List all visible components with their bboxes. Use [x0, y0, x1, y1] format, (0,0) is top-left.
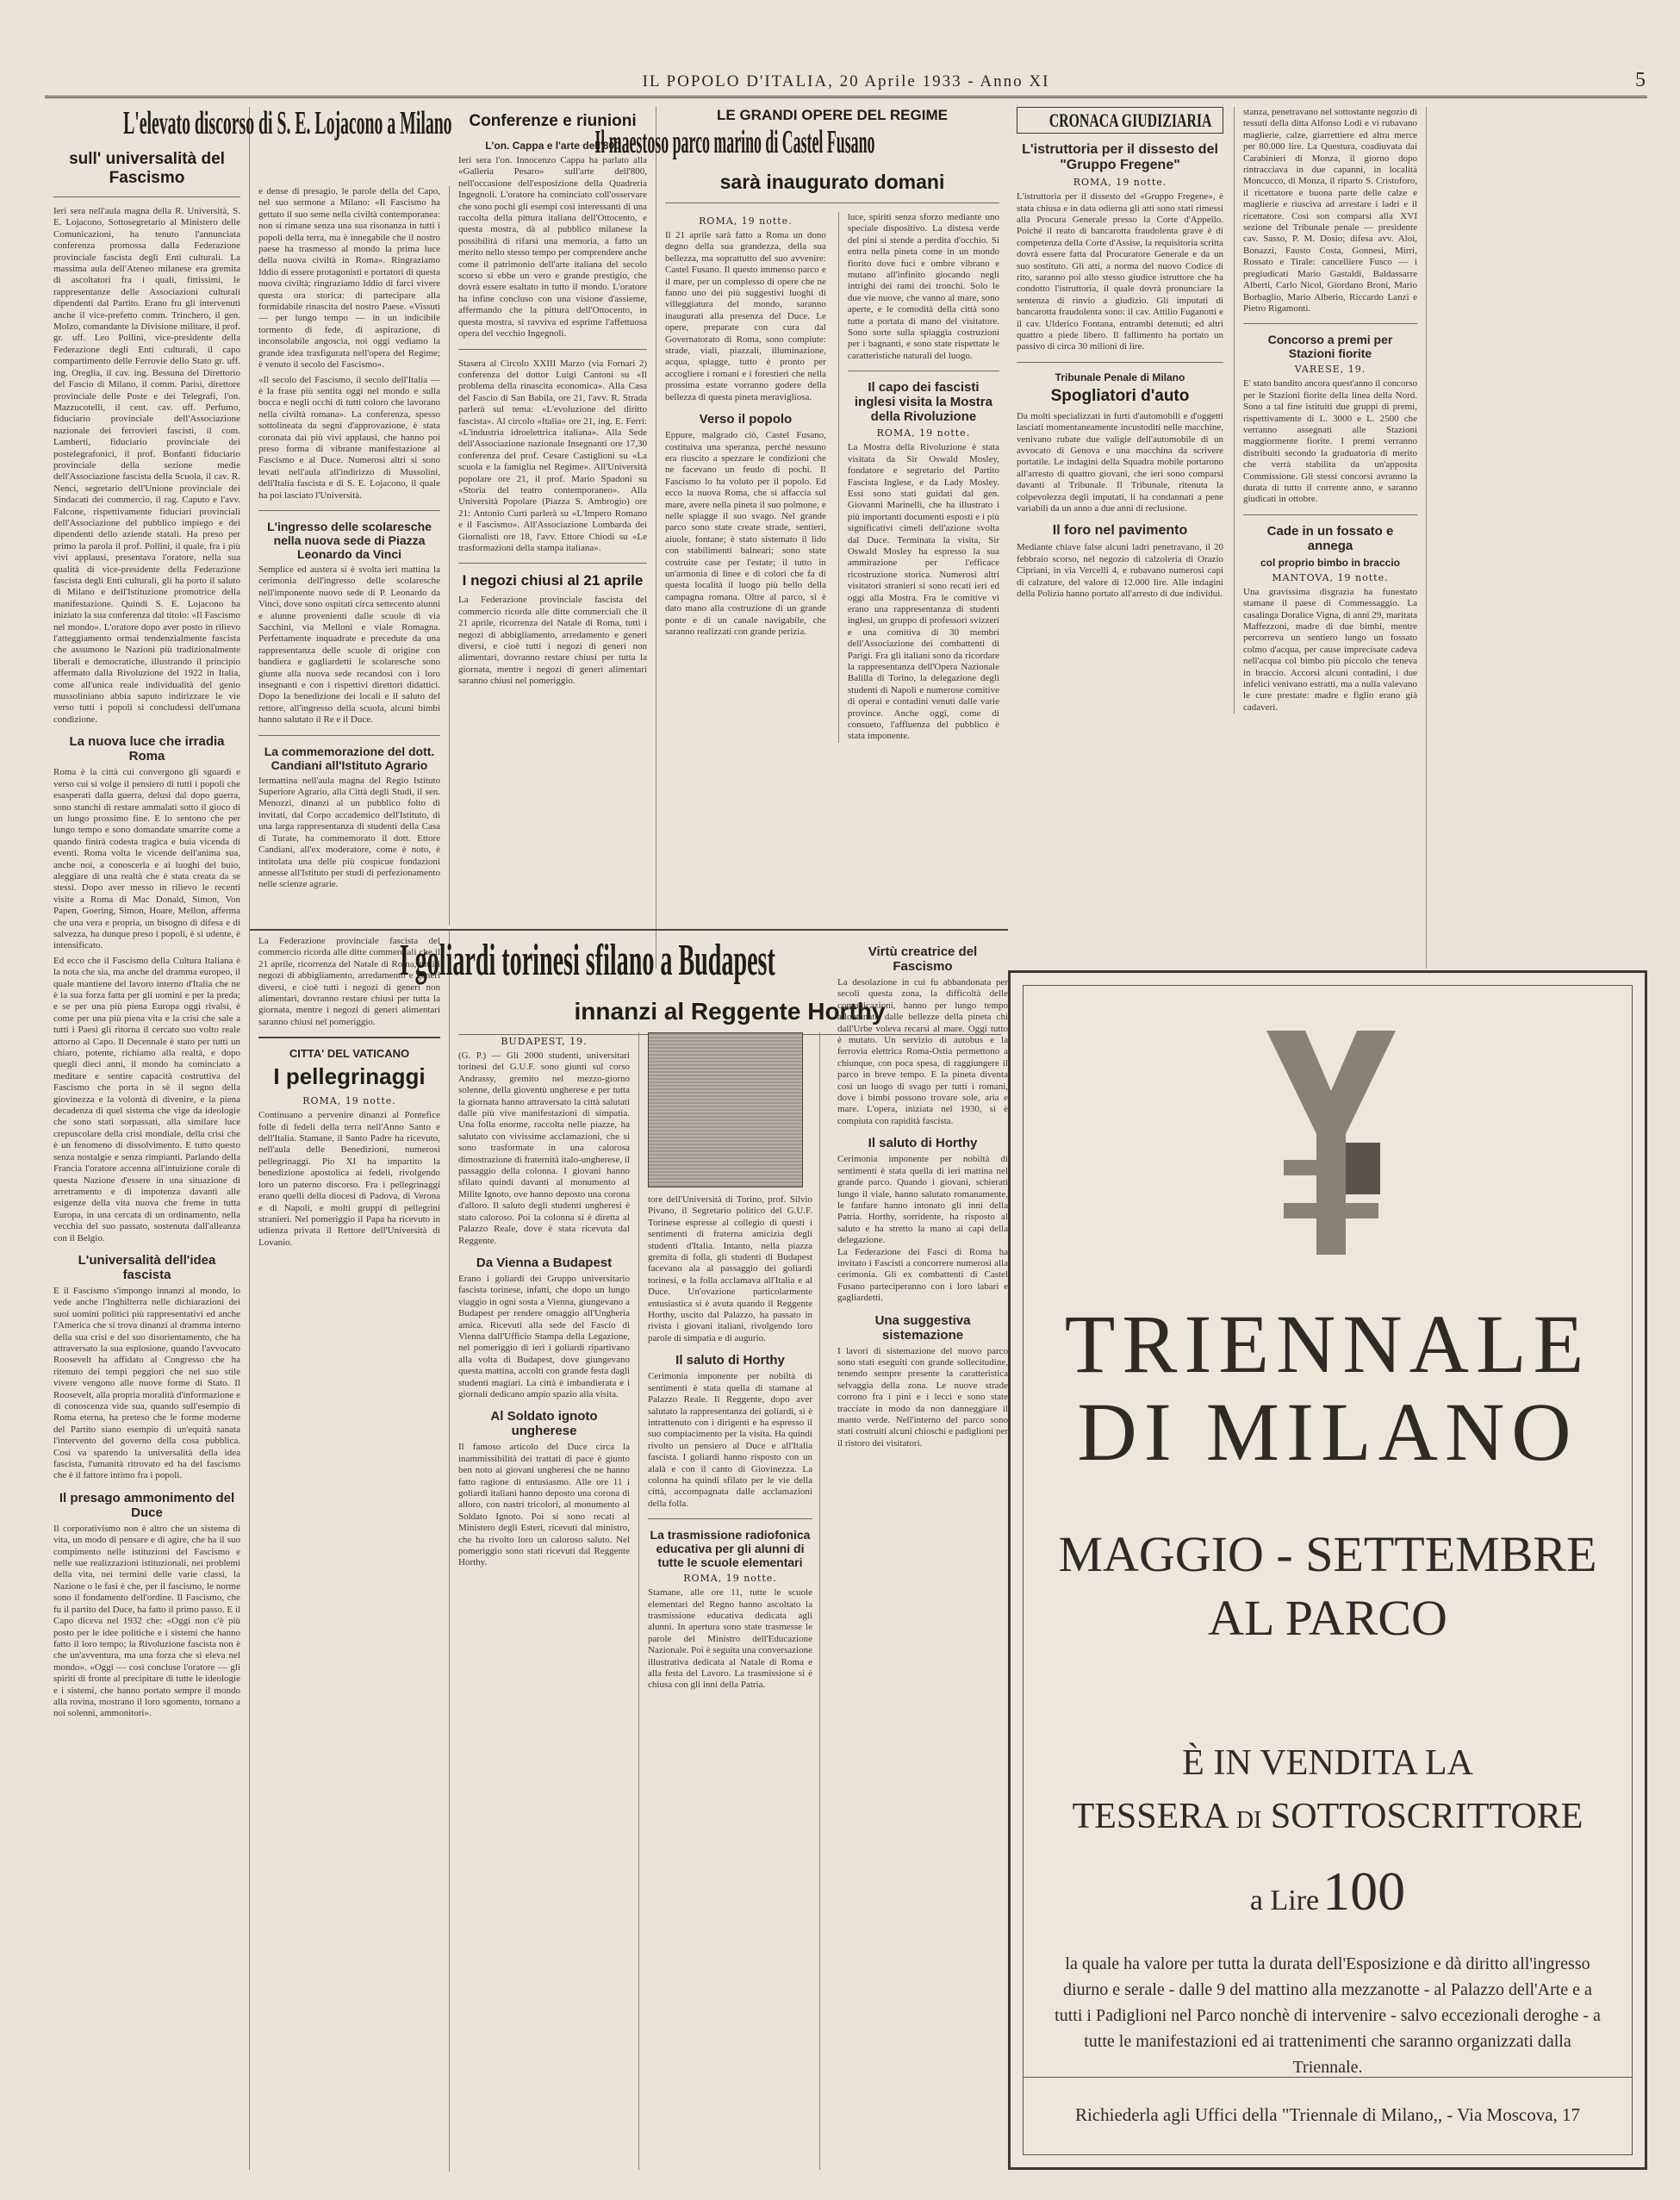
- column-6: [1008, 107, 1427, 969]
- ad-sale-line-1: È IN VENDITA LA: [1182, 1743, 1473, 1783]
- article-body: I lavori di sistemazione del nuovo parco sono stati eseguiti con grande sollecitudine, tenendo sempre presente la caratteristica selvaggia della zona. Le nuove strade corrono fra i pini e i lecci e sono state tracciate in modo da non danneggiare il manto verde. Nell'interno del parco sono stati costruiti alcuni chioschi e padiglioni per il ristoro dei visitatori.: [837, 1345, 1008, 1449]
- article-body: La Federazione provinciale fascista del commercio ricorda alle ditte commerciali che il 21 aprile, ricorrenza del Natale di Roma, tutti i negozi di abbigliamento, arredamento e generi diversi, e cioè tutti i negozi di generi non alimentari, dovranno restare chiusi per tutta la giornata, mentre i negozi di generi alimentari saranno chiusi nel pomeriggio.: [458, 595, 647, 687]
- article-body: (G. P.) — Gli 2000 studenti, universitari torinesi del G.U.F. sono giunti sul corso Andrassy, gremito nel mezzo-giorno solenne, della gioventù ungherese e per tutta la giornata hanno attraversato la città salutati dalle più vive manifestazioni di simpatia. Una folla enorme, raccolta nelle piazze, ha salutato con vivissime acclamazioni, che si sono trasformate in una calorosa dimostrazione di fraternità italo-ungherese, il passaggio della colonna. I giovani hanno sfilato quindi davanti al monumento al Milite Ignoto, ove hanno deposto una corona d'alloro. Il saluto degli studenti ungheresi è stato caloroso. Poi la colonna si è diretta al Palazzo Reale, dove è stata ricevuta dal Reggente.: [458, 1050, 630, 1246]
- article-body: Da molti specializzati in furti d'automobili e d'oggetti lasciati momentaneamente incustoditi nelle macchine, venivano rubate due valigie dell'automobile di un avvocato di Genova e una macchina da scrivere portatile. Le indagini della Squadra mobile portarono all'arresto di quattro giovani, che ieri sono comparsi davanti al Tribunale. Il Tribunale, ritenuta la colpevolezza degli imputati, li ha condannati a pene variabili da un anno a due anni di reclusione.: [1017, 410, 1223, 514]
- dateline: ROMA, 19 notte.: [683, 1573, 777, 1585]
- section-heading: Il foro nel pavimento: [1052, 523, 1188, 539]
- section-heading: L'ingresso delle scolaresche nella nuova sede di Piazza Leonardo da Vinci: [267, 519, 432, 561]
- article-body: E' stato bandito ancora quest'anno il concorso per le Stazioni fiorite della linea della Nord. Sono a tal fine istituiti due gruppi di premi, rispettivamente di L. 3000 e L. 2500 che verranno assegnati alle Stazioni maggiormente fiorite. I premi verranno distribuiti secondo la graduatoria di merito che verrà stabilita da un'apposita Commissione. Gli stessi concorsi avranno la durata di tutto il corrente anno, e saranno giudicati in ottobre.: [1243, 378, 1417, 505]
- dateline: VARESE, 19.: [1294, 364, 1366, 376]
- newspaper-page: [45, 67, 1647, 2170]
- section-heading: La commemorazione del dott. Candiani all'Istituto Agrario: [264, 744, 435, 772]
- section-heading: Il capo dei fascisti inglesi visita la Mostra della Rivoluzione: [854, 380, 992, 425]
- article-body: tore dell'Università di Torino, prof. Silvio Pivano, il Segretario politico del G.U.F. Torinese espresse al collegio di questi i sentimenti di fraterna amicizia degli studenti d'Italia. Intanto, nella piazza gremita di folla, gli studenti di Budapest facevano ala al passaggio dei goliardi torinesi, e la folla acclamava all'Italia e al Duce. Un'ovazione particolarmente entusiastica si è avuta quando il Reggente Horthy, uscito dal Palazzo, ha passato in rivista i giovani italiani, rivolgendo loro parole di simpatia e di augurio.: [648, 1194, 812, 1343]
- ad-sale-line-2: [1024, 1796, 1632, 1837]
- dateline: BUDAPEST, 19.: [501, 1036, 588, 1047]
- article-body: Stasera al Circolo XXIII Marzo (via Fornari 2) conferenza del dottor Luigi Cantoni su «Il problema della rinascita economica». Alla Casa del Fascio di San Babila, ore 21, l'avv. R. Strada parlerà sul tema: «L'evoluzione del diritto fascista». Al circolo «Italia» ore 21, ing. E. Ferri: «L'industria idroelettrica italiana». Alla Sede dell'Associazione nazionale Insegnanti ore 17,30 conferenza del prof. Cesare Castiglioni su «La scuola e la famiglia nel Regime». All'Università popolare ore 21, il prof. Mario Spadoni su «Storia del teatro contemporaneo». Alla Università Popolare (Piazza S. Ambrogio) ore 21: Antonio Curti parlerà su «L'Impero Romano e il Fascismo». All'Associazione Lombarda dei Giornalisti ore 18, l'avv. Ettore Chiodi su «Le trasformazioni della stampa italiana».: [458, 358, 647, 553]
- section-heading: col proprio bimbo in braccio: [1260, 556, 1400, 569]
- article-body: E il Fascismo s'impongo innanzi al mondo, lo vede anche l'Inghilterra nelle dichiarazioni dei suoi uomini politici più rappresentativi ed anche l'America che si trova dinanzi al dramma interno della sua crisi e del suo disorientamento, che ha attraversato la sua esplosione, quando l'avvocato Roosevelt ha affidato al Congresso che ha ritenuto dei tempi peggiori che nel suo stile vivere vengono alle nuove forme di Stato. Il Roosevelt, alla propria moralità d'informazione e di conoscenza vide sua, quando sull'esempio di Roma eterna, ha preteso che le forme moderne del Partito siano esempio di un'equità sanata l'intervento del governo della cosa pubblica. Così va sparendo la universalità della idea fascista, l'umanità ritrovato ed ha del fascismo che è il fattore intimo fra i popoli.: [53, 1285, 240, 1481]
- article-body: e dense di presagio, le parole della del Capo, nel suo sermone a Milano: «Il Fascismo ha gettato il suo seme nella civiltà contemporanea: non si rimane senza una sua risonanza in tutti i popoli della terra, ma è innegabile che il nostro paese ha trasmesso al mondo la prima luce della nuova civiltà in Roma». Ringraziamo Iddio di essere protagonisti e portatori di questa nuova civiltà; ringraziamo Iddio di farci vivere questa ora storica: di partecipare alla formidabile rinascita del nostro Paese. «Vissuti — per lungo tempo — in un indicibile tormento di fede, di aspirazione, di inconsolabile angoscia, noi oggi vediamo la grande idea trasfigurata nell'opera del Regime; è venuto il secolo del Fascismo».: [258, 186, 440, 371]
- article-body: Mediante chiave false alcuni ladri penetravano, il 20 febbraio scorso, nel negozio di calzoleria di Orazio Cipriani, in via Vercelli 4, e rubavano numerosi capi di calzature, del valore di 12.000 lire. Alle indagini della Polizia hanno portato all'arresto di due individui.: [1017, 542, 1223, 600]
- article-body: La Mostra della Rivoluzione è stata visitata da Sir Oswald Mosley, fondatore e segretario del Partito Fascista Inglese, e da Lady Mosley. Essi sono stati guidati dal gen. Giovanni Marinelli, che ha illustrato i più importanti documenti esposti e i più significativi cimeli dell'azione svolta dal Duce. Terminata la visita, Sir Oswald Mosley ha espresso la sua ammirazione per l'efficace ricostruzione storica. Numerosi altri visitatori stranieri si sono recati ieri ed oggi alla Mostra. Fra le comitive vi erano una rappresentanza di studenti inglesi, un gruppo di professori svizzeri e una comitiva di 30 membri dell'Associazione dei combattenti di Parigi. Fra gli italiani sono da ricordare la rappresentanza dell'Opera Nazionale Balilla di Torino, la delegazione degli studenti di Napoli e numerose comitive di operai e contadini venuti dalle varie province. Anche oggi, come di consueto, l'affluenza del pubblico è stata imponente.: [847, 442, 999, 742]
- article-body: Una gravissima disgrazia ha funestato stamane il paese di Commessaggio. La casalinga Doralice Vigna, di anni 29, maritata Maffezzoni, madre di due bimbi, mentre percorreva un sentiero lungo un fossato colmo d'acqua, per cause imprecisate cadeva nell'acqua col bimbo più piccolo che teneva in braccio. Accorsi alcuni contadini, i due infelici venivano estratti, ma a nulla valevano le cure prestate: madre e figlio erano già cadaveri.: [1243, 586, 1417, 713]
- triennale-logo-icon: [1266, 1031, 1396, 1255]
- section-heading: Concorso a premi per Stazioni fiorite: [1267, 333, 1393, 361]
- article-body: Ed ecco che il Fascismo della Cultura Italiana è la nota che sia, ma anche del dramma europeo, il quale mantiene del lavoro interno d'Italia che ne è la sua forza fatta per gli uomini e per la preda; e se per una più piena Europa oggi rivalsi, è come per una più piena vita e la crisi che sale a tutti i Paesi gli ritorna il cercato suo volto reale attorno al Capo. Il Decennale è stato per tutti un chiaro, potente, richiamo alla realtà, e dopo quegli dieci anni, il mondo ha cominciato a meditare e sentire capacità costruttiva del Fascismo che porta in sè il segno della giovinezza e la volontà di divenire, e la piena decadenza di quel sistema che vige da ideologie che sono stati sorpassati, alla similare luce crepuscolare della crisi mondiale, della crisi che è un fenomeno di dissolvimento. E tutto questo senza nostalgie e senza rimpianti. Parlando della Francia l'oratore accenna all'intuizione corale di questa Nazione d'essere in una situazione di arretramento e di impotenza davanti alle esigenze della vita nuova che freme in tutta Europa, in una cercata di un ordinamento, nella vecchia del suo passato, sostenuta dall'alleanza con il Belgio.: [53, 955, 240, 1243]
- article-body: Il 21 aprile sarà fatto a Roma un dono degno della sua grandezza, della sua bellezza, ma soprattutto del suo avvenire: Castel Fusano. Il questo immenso parco e il mare, per un complesso di opere che ne fanno uno dei più suggestivi luoghi di villeggiatura del mondo, saranno inaugurati alla presenza del Duce. Le opere, preparate con cura dal Governatorato di Roma, sono compiute: strade, viali, piazzali, illuminazione, acqua, spiagge, tutto è pronto per accogliere i romani e i forestieri che nella prossima estate vorranno godere della bellezza di questa pineta meravigliosa.: [665, 230, 826, 402]
- article-body: Cerimonia imponente per nobiltà di sentimenti è stata quella di stamane al Palazzo Reale. Il Reggente, dopo aver salutato la rappresentanza dei goliardi, si è intrattenuto con i dirigenti e ha espresso il suo compiacimento per la visita. Ha quindi rivolto un pensiero al Duce e all'Italia fascista. I goliardi hanno risposto con un alalà e con il canto di Giovinezza. La colonna ha quindi sfilato per le vie della città, accompagnata dalle acclamazioni della folla.: [648, 1371, 812, 1509]
- article-body: Stamane, alle ore 11, tutte le scuole elementari del Regno hanno ascoltato la trasmissione educativa dedicata agli alunni. In apertura sono state trasmesse le parole del Ministro dell'Educazione Nazionale. Poi è seguita una conversazione illustrativa dedicata al Natale di Roma e alla festa del Lavoro. La trasmissione si è chiusa con gli inni della Patria.: [648, 1587, 812, 1691]
- column-2: [250, 186, 450, 925]
- ad-price: [1024, 1860, 1632, 1923]
- article-body: La desolazione in cui fu abbandonata per secoli questa zona, la difficoltà delle comunicazioni, hanno per lungo tempo allontanato dalle bellezze della pineta chi dall'Urbe voleva recarsi al mare. Oggi tutto è mutato. Un servizio di autobus e la ferrovia elettrica Roma-Ostia permettono a chiunque, con poca spesa, di raggiungere il parco in breve tempo. E la pineta diventa così un luogo di svago per tutti i romani, dove i bimbi possono trovare sole, aria e mare. L'opera, iniziata nel 1930, si è compiuta con rapidità fascista.: [837, 977, 1008, 1126]
- section-heading: Il presago ammonimento del Duce: [59, 1490, 235, 1520]
- article-body: Eppure, malgrado ciò, Castel Fusano, costituiva una speranza, perché nessuno era riuscito a spezzare le condizioni che ne facevano un feudo di pochi. Il Fascismo lo ha voluto per il popolo. Ed ecco la nuova Roma, che si affaccia sul mare, avere nella pineta il suo polmone, e nelle spiagge il suo svago. Nel grande parco sono state create strade, sentieri, aiuole, fontane; è stato sistemato il lido con stabilimenti balneari; sono state costruite case per l'estate; il tutto in un'armonia di linee e di colori che fa di questa località il luogo più bello della campagna romana. Oltre al parco, si è dato mano alla costruzione di un grande ponte e di un canale navigabile, che saranno realizzati con grande perizia.: [665, 430, 826, 637]
- ad-price-value: 100: [1322, 1860, 1406, 1922]
- article-body: La Federazione dei Fasci di Roma ha invitato i Fascisti a concorrere numerosi alla cerimonia. Gli ex combattenti di Castel Fusano parteciperanno con i loro labari e gagliardetti.: [837, 1246, 1008, 1304]
- column-2-lower: [250, 931, 450, 2172]
- triennale-advertisement: [1008, 970, 1647, 2170]
- page-number: 5: [1635, 69, 1647, 91]
- article-body: Iermattina nell'aula magna del Regio Istituto Superiore Agrario, alla Città degli Studi, il sen. Menozzi, dinanzi al un pubblico folto di invitati, dal Corpo accademico dell'Istituto, di una larga rappresentanza di studenti della Casa di Turate, ha commemorato il dott. Ettore Candiani, all'ex moderatore, come è noto, è intitolata una delle più cospicue fondazioni annesse all'Istituto per studi di perfezionamento nelle scienze agrarie.: [258, 775, 440, 890]
- column-4: [594, 107, 1008, 969]
- dateline: ROMA, 19 notte.: [302, 1095, 396, 1107]
- cronaca-headline: CRONACA GIUDIZIARIA: [1048, 109, 1212, 131]
- ad-sale-word-2: DI: [1235, 1807, 1262, 1834]
- section-heading: Una suggestiva sistemazione: [874, 1312, 971, 1343]
- article-body: Continuano a pervenire dinanzi al Pontefice folle di fedeli della terra nell'Anno Santo e dell'Italia. Stamane, il Santo Padre ha ricevuto, nell'aula delle Benedizioni, numerosi pellegrinaggi. Pio XI ha impartito la benedizione apostolica ai fedeli, rivolgendo loro un paterno discorso. Fra i pellegrinaggi erano quelli della diocesi di Padova, di Verona e di Napoli, e molti gruppi di pellegrini stranieri. Nel pomeriggio il Papa ha ricevuto in udienza privata il Rettore dell'Università di Lovanio.: [258, 1110, 440, 1248]
- ad-sale-word-3: SOTTOSCRITTORE: [1270, 1797, 1584, 1836]
- section-heading: L'istruttoria per il dissesto del "Gruppo Fregene": [1022, 142, 1218, 173]
- castel-fusano-headline: Il maestoso parco marino di Castel Fusano: [594, 124, 875, 160]
- dateline: ROMA, 19 notte.: [699, 215, 793, 227]
- masthead-title: IL POPOLO D'ITALIA, 20 Aprile 1933 - Anno XI: [642, 72, 1050, 90]
- ad-price-prefix: a Lire: [1249, 1885, 1320, 1916]
- section-heading: Virtù creatrice del Fascismo: [868, 944, 978, 974]
- dateline: ROMA, 19 notte.: [876, 427, 971, 439]
- ad-dates-line-1: MAGGIO - SETTEMBRE: [1058, 1526, 1597, 1582]
- ad-title-line-2: DI MILANO: [1077, 1386, 1578, 1478]
- ad-dates-line-2: AL PARCO: [1208, 1590, 1447, 1646]
- article-body: Erano i goliardi dei Gruppo universitario fascista torinese, infatti, che dopo un lungo viaggio in ogni sosta a Vienna, giungevano a Budapest per rendere omaggio all'Ungheria amica. Ricevuti alla sede del Fascio di Vienna dall'Ufficio Stampa della Legazione, nel pomeriggio di ieri i goliardi ripartivano alla volta di Budapest, dove giungevano questa mattina, accolti con grande festa dagli studenti magiari. La città è imbandierata e i giornali dedicano ampio spazio alla visita.: [458, 1273, 630, 1399]
- article-body: Roma è la città cui convergono gli sguardi e verso cui si volge il pensiero di tutti i popoli che esasperati dalla guerra, delusi dal dopo guerra, sono stanchi di restare ammalati sotto il gioco di un lungo prossimo fine. E lo sentono che per lungo tempo e sono domandate smarrite come a quando finirà codesta tragica e buia vicenda di eventi. Roma volta le vicende dell'anima sua, anche noi, a conoscerla e ai luoghi del buio, aleggiare di una realtà che è stata creata da se stessi. Dopo aver messo in rilievo le recenti visite a Roma di Mac Donald, Simon, Von Papen, Goering, Simon, Hoare, Mellon, afferma che una vera e propria, un bisogno di difesa e di salvezza, ha dunque preso i popoli, è sì udente, è intensificato.: [53, 767, 240, 951]
- pellegrinaggi-headline: I pellegrinaggi: [273, 1063, 426, 1090]
- section-heading: Verso il popolo: [699, 412, 793, 427]
- article-body: Cerimonia imponente per nobiltà di sentimenti è stata quella di ieri mattina nel grande parco. Quando i giovani, schierati lungo il viale, hanno salutato romanamente, le fanfare hanno intonato gli inni della Patria. Horthy, sorridente, ha risposto al saluto e ha stretto la mano ai capi della delegazione.: [837, 1154, 1008, 1246]
- castel-fusano-subhead: sarà inaugurato domani: [719, 171, 945, 193]
- news-photo: [648, 1032, 803, 1187]
- ad-sale-word-1: TESSERA: [1072, 1797, 1228, 1836]
- section-heading: L'universalità dell'idea fascista: [78, 1252, 216, 1282]
- article-body: Il corporativismo non è altro che un sistema di vita, un modo di pensare e di agire, che ha il suo compimento nelle istituzioni del Fascismo e nelle sue realizzazioni istituzionali, nei problemi della vita, nei termini delle varie classi, la Nazione o le fasi è che, per il fascismo, le norme sono il fondamento dell'ordine. Il Fascismo, che fu il partito del Duce, ha fatto il primo passo. E il Capo diceva nel 1932 che: «Oggi non c'è più posto per le idee politiche e i sistemi che hanno fatto il loro tempo; la Rivoluzione fascista non è che un'avventura, ma una forza che si eleva nel mondo». «Oggi — così concluse l'oratore — gli spiriti di fronte al precipitare di tutte le ideologie e i sistemi, che hanno portato sempre il mondo alla rovina, mostrano il loro sgomento, tornano a noi solenni, ammonitori».: [53, 1523, 240, 1719]
- dateline: ROMA, 19 notte.: [1073, 177, 1167, 189]
- lojacono-headline: L'elevato discorso di S. E. Lojacono a Milano: [123, 105, 452, 141]
- column-8: [458, 1032, 639, 2170]
- article-body: Il famoso articolo del Duce circa la inammissibilità dei trattati di pace è giunto ben noto ai giovani ungheresi che ne hanno fatto ragione di entusiasmo. Alle ore 11 i goliardi italiani hanno deposto una corona di alloro, con nastri tricolori, al monumento al Soldato Ignoto. Poi si sono recati al Ministero degli Esteri, ricevuti dal ministro, che ha rivolto loro un caloroso saluto. Nel pomeriggio sono stati ricevuti dal Reggente Horthy.: [458, 1442, 630, 1568]
- column-4-lower: [829, 931, 1008, 2172]
- ad-title-line-1: TRIENNALE: [1064, 1298, 1591, 1390]
- goliardi-headline: I goliardi torinesi sfilano a Budapest: [399, 936, 776, 985]
- section-heading: Tribunale Penale di Milano: [1055, 371, 1185, 383]
- lojacono-subhead: sull' universalità del Fascismo: [69, 150, 225, 187]
- ad-footer-rule: [1024, 2077, 1632, 2078]
- kicker: LE GRANDI OPERE DEL REGIME: [717, 107, 948, 123]
- section-heading: L'on. Cappa e l'arte dell'800: [485, 140, 620, 152]
- section-heading: Il saluto di Horthy: [868, 1136, 978, 1151]
- section-heading: Spogliatori d'auto: [1050, 386, 1190, 405]
- article-body: «Il secolo del Fascismo, il secolo dell'Italia — è la frase più sentita oggi nel mondo e sulla bocca e negli occhi di tutti coloro che lavorano nella civiltà romana». La conferenza, spesso sottolineata da segni d'approvazione, è stata coronata dai più vivi applausi, che hanno poi preso forma di vibrante manifestazione al Fascismo e al Duce. Numerosi altri si sono levati nell'aula all'indirizzo di Mussolini, dell'Italia fascista e di S. E. Lojacono, il quale ha poi lasciato l'Università.: [258, 374, 440, 501]
- ad-footer: Richiederla agli Uffici della "Triennale di Milano,, - Via Moscova, 17: [1074, 2104, 1581, 2125]
- section-heading: Da Vienna a Budapest: [476, 1255, 613, 1270]
- column-3: [450, 107, 656, 969]
- ad-description: la quale ha valore per tutta la durata dell'Esposizione e dà diritto all'ingresso diurno e serale - dalle 9 del mattino alla mezzanotte - al Palazzo dell'Arte e a tutti i Padiglioni nel Parco nonchè di intervenire - salvo eccezionali deroghe - a tutte le manifestazioni ed ai trattenimenti che saranno organizzati dalla Triennale.: [1055, 1954, 1601, 2077]
- article-body: L'istruttoria per il dissesto del «Gruppo Fregene», è stata chiusa e in data odierna gli atti sono stati rimessi alla Procura Generale presso la Corte d'Appello. Poiché il reato di bancarotta fraudolenta grave è di competenza della Corte d'Assise, la requisitoria scritta dovrà essere fatta dal Procuratore Generale e da un suo sostituto. Gli atti, a norma del nuovo Codice di rito, saranno poi allo stesso giudice istruttore che ha condotto l'istruttoria, il quale dovrà pronunciare la sentenza di rinvio a giudizio. Gli imputati di bancarotta fraudolenta sono: il cav. Attilio Fuganotti e il cav. Ulderico Fontana, entrambi detenuti; ed altri quattro a piede libero. Il fallimento ha portato un passivo di circa 30 milioni di lire.: [1017, 191, 1223, 352]
- conferenze-headline: Conferenze e riunioni: [469, 112, 637, 130]
- section-heading: CITTA' DEL VATICANO: [289, 1047, 410, 1061]
- goliardi-block: [250, 929, 1008, 2170]
- article-body: Semplice ed austera si è svolta ieri mattina la cerimonia dell'ingresso delle scolaresche nell'imponente nuovo sede di P. Leonardo da Vinci, dove sono ospitati circa settecento alunni e alunne provenienti dalle scuole di via Sacchini, via Melloni e viale Romagna. Perfettamente inquadrate e precedute da una rappresentanza delle scuole di origine con bandiera e gagliardetti le scolaresche sono giunte alla nuova sede recandosi con i loro insegnanti e con i rispettivi direttori didattici. Dopo la benedizione dei locali e il saluto del rettore, all'ingresso della scuola, alcuni bimbi hanno salutato il Re e il Duce.: [258, 564, 440, 726]
- article-body: Ieri sera nell'aula magna della R. Università, S. E. Lojacono, Sottosegretario al Ministero delle Comunicazioni, ha tenuto l'annunciata conferenza promossa dalla Federazione provinciale fascista degli Enti culturali. La massima aula dell'Ateneo milanese era gremita di ascoltatori fra i quali, fittissimi, le rappresentanze delle Associazioni culturali dipendenti dal Partito. Erano fra gli intervenuti anche il vice-prefetto comm. Trinchero, il gen. Molzo, comandante la Divisione militare, il prof. gr. uff. Leo Pollini, vice-presidente della Federazione degli Enti culturali, il capo compartimento delle Ferrovie dello Stato gr. uff. ing. Oreglia, il cav. ing. Bessuna del Direttorio del Fascio di Milano, il comm. Parisi, direttore provinciale delle Poste e dei Telegrafi, l'on. Mazzucotelli, il cent. cav. uff. Perfumo, fiduciario provinciale dell'Associazione nazionale dei ferrovieri fascisti, il com. Lamberti, fiduciario provinciale dei postelegrafonici, il prof. Bonfanti fiduciario provinciale della sezione medie dell'Associazione fascista della Scuola, il cav. R. Nenci, segretario dell'Unione provinciale dei Sindacati dei commercio, il rag. Caputo e l'avv. Falcone, rispettivamente fiduciari provinciali dell'Associazione del pubblico impiego e dei dipendenti dello aziende statali. Ha preso per primo la parola il prof. Pollini, il quale, fra i più vivi applausi, presentava l'oratore, nella sua qualità di vice-presidente della Federazione fascista degli Enti culturali, gli ha porto il saluto di Milano e dell'Istituzione promotrice della manifestazione. Quindi S. E. Lojacono ha iniziato la sua conferenza dal titolo: «Il Fascismo nel mondo». L'oratore dopo aver posto in rilievo l'atteggiamento ormai tendenzialmente fascista che assumono le Nazioni più tradizionalmente liberali e democratiche, illustrando il principio affermato dalla Rivoluzione del 1922 in Italia, come all'unica reale individualità del genio mussoliniano abbia saputo indirizzare le vie verso tutti i popoli si concludessi dell'umana condizione.: [53, 206, 240, 725]
- dateline: MANTOVA, 19 notte.: [1272, 571, 1389, 583]
- section-heading: I negozi chiusi al 21 aprile: [462, 572, 644, 589]
- section-heading: La trasmissione radiofonica educativa per gli alunni di tutte le scuole elementari: [650, 1528, 811, 1570]
- article-body: La Federazione provinciale fascista del commercio ricorda alle ditte commerciali che il 21 aprile, ricorrenza del Natale di Roma, tutti i negozi di abbigliamento, arredamento e generi diversi, e cioè tutti i negozi di generi non alimentari, dovranno restare chiusi per tutta la giornata, mentre i negozi di generi alimentari saranno chiusi nel pomeriggio.: [258, 936, 440, 1027]
- masthead: [45, 67, 1647, 98]
- article-body: Ieri sera l'on. Innocenzo Cappa ha parlato alla «Galleria Pesaro» sull'arte dell'800, nell'occasione dell'esposizione della Quadreria Ingegnoli. L'oratore ha cominciato coll'osservare che sono pochi gli esempi così interessanti di una raccolta della pittura italiana dell'Ottocento, e questa mostra, dà al pubblico milanese la possibilità di rifarsi una memoria, a fatto un merito nello stesso tempo per comprendere anche come il patrimonio dell'arte italiana del secolo scorso si ebbe un vero e grande prestigio, che dovrà essere esaltato in tutto il mondo. L'oratore ha infine concluso con una visione d'assieme, affermando che la pittura dell'Ottocento, in questa mostra, si ravviva ed esprime l'affettuosa opera del vecchio Ingegnoli.: [458, 155, 647, 340]
- goliardi-subhead: innanzi al Reggente Horthy: [574, 998, 886, 1025]
- section-heading: Cade in un fossato e annega: [1266, 523, 1394, 553]
- article-body: luce, spiriti senza sforzo mediante uno speciale dispositivo. La distesa verde del pini si stende a perdita d'occhio. Si entra nella pineta come in un mondo fiorito dove fuci e ombre vibrano e mutano all'infinito giocando negli intrighi dei rami dei tronchi. Solo le due vie nuove, che vanno al mare, sono aperte, e le comodità della città sono tutte a portata di mano del visitatore. Sono sorte sulla spiaggia costruzioni per i bagnanti, e sono state rispettate le caratteristiche naturali del luogo.: [847, 212, 999, 361]
- section-heading: Al Soldato ignoto ungherese: [490, 1409, 598, 1439]
- section-heading: Il saluto di Horthy: [675, 1353, 785, 1368]
- article-body: stanza, penetravano nel sottostante negozio di tessuti della ditta Alfonso Lodi e vi rubavano maglierie, calze, giarrettiere ed altra merce per 80.000 lire. La Questura, coadiuvata dai Carabinieri di Monza, il giorno dopo rintracciava in due capanni, in località Moncucco, di Monza, il riparto S. Cristoforo, il ricettatore e buona parte delle calze e maglierie e riusciva ad arrestare i ladri e il ricettatore. Così son comparsi alla XVI sezione del Tribunale penale — presidente cav. Sasso, P. M. Dosio; difesa avv. Aloi, Bonazzi, Fausto Costa, Gonnesi, Mirri, Rossato e Tirale: cancelliere Fusco — i pregiudicati Mario Gastaldi, Baldassarre Alberti, Carlo Nicol, Giordano Broni, Mario Borbaglio, Mario Alberio, Riccardo Lanzi e Pietro Rigamonti.: [1243, 107, 1417, 314]
- section-heading: La nuova luce che irradia Roma: [69, 734, 225, 764]
- column-9: [648, 1032, 820, 2170]
